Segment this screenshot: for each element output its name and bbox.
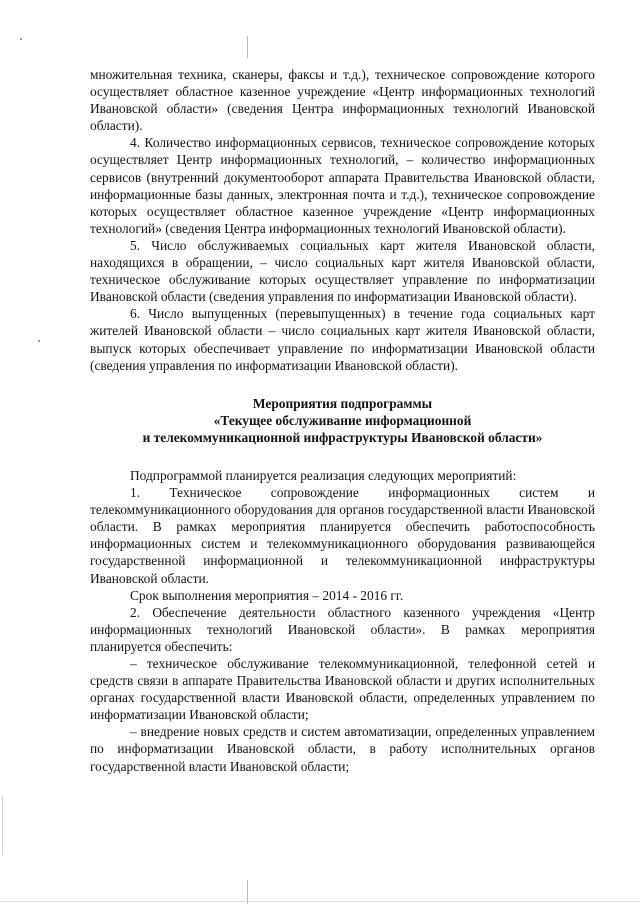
heading-line-3: и телекоммуникационной инфраструктуры Ивановской области» [142,429,543,445]
scan-margin-line-left [2,795,3,855]
paragraph-continuation: множительная техника, сканеры, факсы и т.д.), техническое сопровождение которого осуществляет областное казенное учреждение «Центр информационных технологий Ивановской области» (сведения Центра информационных технологий Ивановской области). [90,67,595,134]
paragraph-intro: Подпрограммой планируется реализация следующих мероприятий: [130,467,517,483]
paragraph-deadline: Срок выполнения мероприятия – 2014 - 2016 гг. [130,587,404,603]
section-heading [90,395,595,446]
paragraph-bullet-maintenance: – техническое обслуживание телекоммуникационной, телефонной сетей и средств связи в аппарате Правительства Ивановской области и других исполнительных органах государственной власти Ивановской области, определенных управлением по информатизации Ивановской области; [90,656,595,723]
paragraph-measure-1: 1. Техническое сопровождение информационных систем и телекоммуникационного оборудования для органов государственной власти Ивановской области. В рамках мероприятия планируется обеспечить работоспособность информационных систем и телекоммуникационного оборудования развивающейся государственной информационной и телекоммуникационной инфраструктуры Ивановской области. [90,485,595,586]
heading-line-2: «Текущее обслуживание информационной [213,412,472,428]
paragraph-indicator-6: 6. Число выпущенных (перевыпущенных) в течение года социальных карт жителей Ивановской области – число социальных карт жителя Ивановской области, выпуск которых обеспечивает управление по информатизации Ивановской области (сведения управления по информатизации Ивановской области). [90,306,595,373]
document-text [90,66,595,775]
scan-fold-mark-top [247,36,248,58]
paragraph-bullet-automation: – внедрение новых средств и систем автоматизации, определенных управлением по информатизации Ивановской области, в работу исполнительных органов государственной власти Ивановской области; [90,724,595,774]
heading-line-1: Мероприятия подпрограммы [252,395,433,411]
scan-speck-left [38,340,40,342]
scan-edge-line-bottom [0,901,640,902]
scan-speck-top [20,38,22,40]
paragraph-indicator-5: 5. Число обслуживаемых социальных карт жителя Ивановской области, находящихся в обращении, – число социальных карт жителя Ивановской области, техническое обслуживание которых осуществляет управление по информатизации Ивановской области (сведения управления по информатизации Ивановской области). [90,237,595,305]
paragraph-measure-2: 2. Обеспечение деятельности областного казенного учреждения «Центр информационных технологий Ивановской области». В рамках мероприятия планируется обеспечить: [90,604,595,654]
paragraph-indicator-4: 4. Количество информационных сервисов, техническое сопровождение которых осуществляет Центр информационных технологий, – количество информационных сервисов (внутренний документооборот аппарата Правительства Ивановской области, информационные базы данных, электронная почта и т.д.), техническое сопровождение которых осуществляет областное казенное учреждение «Центр информационных технологий» (сведения Центра информационных технологий Ивановской области). [90,135,595,236]
